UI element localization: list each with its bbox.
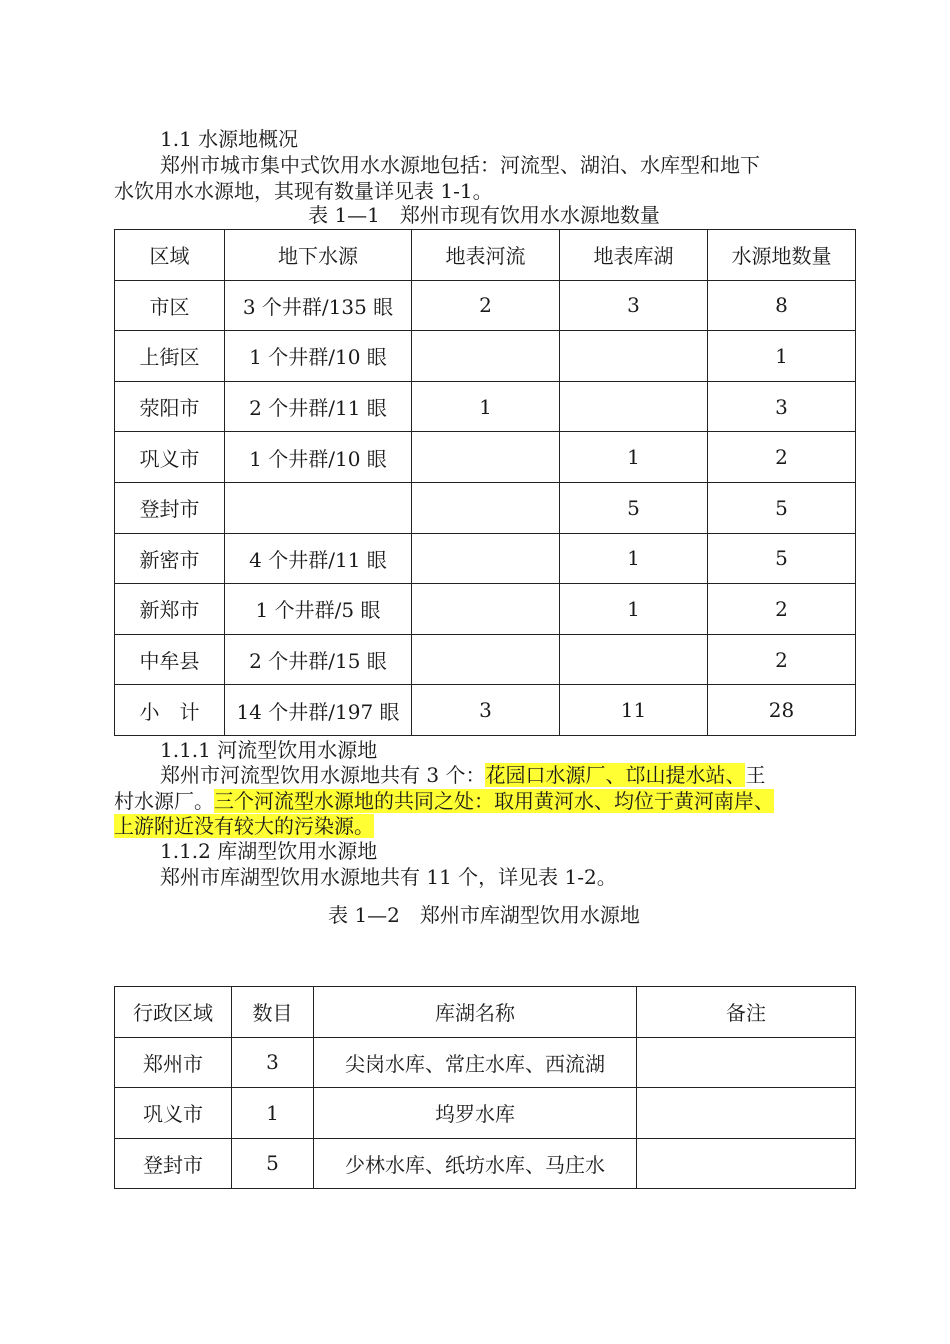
table-cell: 荥阳市 <box>115 381 225 432</box>
table-cell: 5 <box>232 1138 314 1189</box>
plain-text: 郑州市河流型饮用水源地共有 3 个： <box>160 763 486 787</box>
plain-text: 村水源厂。 <box>114 789 214 813</box>
table-row <box>115 533 856 584</box>
highlighted-text: 三个河流型水源地的共同之处：取用黄河水、均位于黄河南岸、 <box>214 789 774 813</box>
paragraph-line: 水饮用水水源地，其现有数量详见表 1-1。 <box>114 179 493 203</box>
table-row <box>115 634 856 685</box>
table-cell: 登封市 <box>115 482 225 533</box>
table-cell: 2 <box>708 584 856 635</box>
table-cell: 3 <box>232 1037 314 1088</box>
table-cell: 1 <box>232 1088 314 1139</box>
table-cell <box>560 634 708 685</box>
table-cell: 3 个井群/135 眼 <box>225 280 412 331</box>
table-cell: 尖岗水库、常庄水库、西流湖 <box>314 1037 637 1088</box>
table-cell: 1 <box>560 584 708 635</box>
table-cell: 2 个井群/11 眼 <box>225 381 412 432</box>
table-row <box>115 1138 856 1189</box>
paragraph-line: 郑州市城市集中式饮用水水源地包括：河流型、湖泊、水库型和地下 <box>160 153 760 177</box>
table-cell: 新密市 <box>115 533 225 584</box>
table-row <box>115 1037 856 1088</box>
section-heading-1-1-2: 1.1.2 库湖型饮用水源地 <box>160 839 378 863</box>
table-cell: 8 <box>708 280 856 331</box>
table-row <box>115 280 856 331</box>
table-cell: 巩义市 <box>115 432 225 483</box>
table-cell: 2 <box>708 634 856 685</box>
table-row <box>115 381 856 432</box>
table-cell: 2 个井群/15 眼 <box>225 634 412 685</box>
section-heading-1-1: 1.1 水源地概况 <box>160 127 299 151</box>
table-cell: 2 <box>412 280 560 331</box>
table-cell: 1 个井群/5 眼 <box>225 584 412 635</box>
table-cell: 1 <box>560 533 708 584</box>
table-cell <box>560 331 708 382</box>
table-cell: 4 个井群/11 眼 <box>225 533 412 584</box>
table-cell <box>412 584 560 635</box>
table-header-row <box>115 230 856 281</box>
table-cell: 5 <box>560 482 708 533</box>
table-cell: 3 <box>708 381 856 432</box>
table-row <box>115 432 856 483</box>
table-cell: 3 <box>560 280 708 331</box>
table-row <box>115 1088 856 1139</box>
table-cell: 11 <box>560 685 708 736</box>
table-cell: 1 <box>412 381 560 432</box>
table-cell: 市区 <box>115 280 225 331</box>
table-cell: 14 个井群/197 眼 <box>225 685 412 736</box>
table-cell: 1 个井群/10 眼 <box>225 331 412 382</box>
table-cell: 少林水库、纸坊水库、马庄水 <box>314 1138 637 1189</box>
table-cell: 1 <box>708 331 856 382</box>
table-cell: 小 计 <box>115 685 225 736</box>
table-cell: 中牟县 <box>115 634 225 685</box>
plain-text: 王 <box>745 763 766 787</box>
table-cell: 巩义市 <box>115 1088 232 1139</box>
highlighted-text: 花园口水源厂、邙山提水站、 <box>485 763 746 787</box>
paragraph-line <box>160 762 900 788</box>
table-cell: 5 <box>708 533 856 584</box>
table-cell <box>560 381 708 432</box>
table-cell <box>412 331 560 382</box>
table-row <box>115 685 856 736</box>
table-cell: 1 <box>560 432 708 483</box>
table-cell <box>637 1138 856 1189</box>
table-row <box>115 482 856 533</box>
paragraph-line <box>114 813 854 839</box>
table1-caption: 表 1—1 郑州市现有饮用水水源地数量 <box>308 203 660 227</box>
section-heading-1-1-1: 1.1.1 河流型饮用水源地 <box>160 738 378 762</box>
table-cell: 登封市 <box>115 1138 232 1189</box>
table-row <box>115 584 856 635</box>
highlighted-text: 上游附近没有较大的污染源。 <box>114 814 374 838</box>
table-cell: 1 个井群/10 眼 <box>225 432 412 483</box>
table-cell <box>412 432 560 483</box>
table-cell <box>412 482 560 533</box>
column-header: 地表库湖 <box>560 230 708 281</box>
table-cell: 郑州市 <box>115 1037 232 1088</box>
column-header: 备注 <box>637 987 856 1038</box>
table-cell: 坞罗水库 <box>314 1088 637 1139</box>
table-cell <box>225 482 412 533</box>
table-reservoir-sources <box>114 986 856 1189</box>
table-cell <box>412 533 560 584</box>
table-cell <box>637 1088 856 1139</box>
table2-caption: 表 1—2 郑州市库湖型饮用水源地 <box>328 903 640 927</box>
table-cell: 3 <box>412 685 560 736</box>
table-cell: 5 <box>708 482 856 533</box>
table-row <box>115 331 856 382</box>
column-header: 数目 <box>232 987 314 1038</box>
column-header: 地下水源 <box>225 230 412 281</box>
column-header: 区域 <box>115 230 225 281</box>
table-cell: 28 <box>708 685 856 736</box>
table-cell <box>412 634 560 685</box>
table-cell: 2 <box>708 432 856 483</box>
column-header: 地表河流 <box>412 230 560 281</box>
table-cell: 上街区 <box>115 331 225 382</box>
column-header: 库湖名称 <box>314 987 637 1038</box>
column-header: 水源地数量 <box>708 230 856 281</box>
table-header-row <box>115 987 856 1038</box>
table-cell: 新郑市 <box>115 584 225 635</box>
table-water-source-counts <box>114 229 856 736</box>
paragraph-line <box>114 788 854 814</box>
table-cell <box>637 1037 856 1088</box>
paragraph-line: 郑州市库湖型饮用水源地共有 11 个，详见表 1-2。 <box>160 865 617 889</box>
column-header: 行政区域 <box>115 987 232 1038</box>
